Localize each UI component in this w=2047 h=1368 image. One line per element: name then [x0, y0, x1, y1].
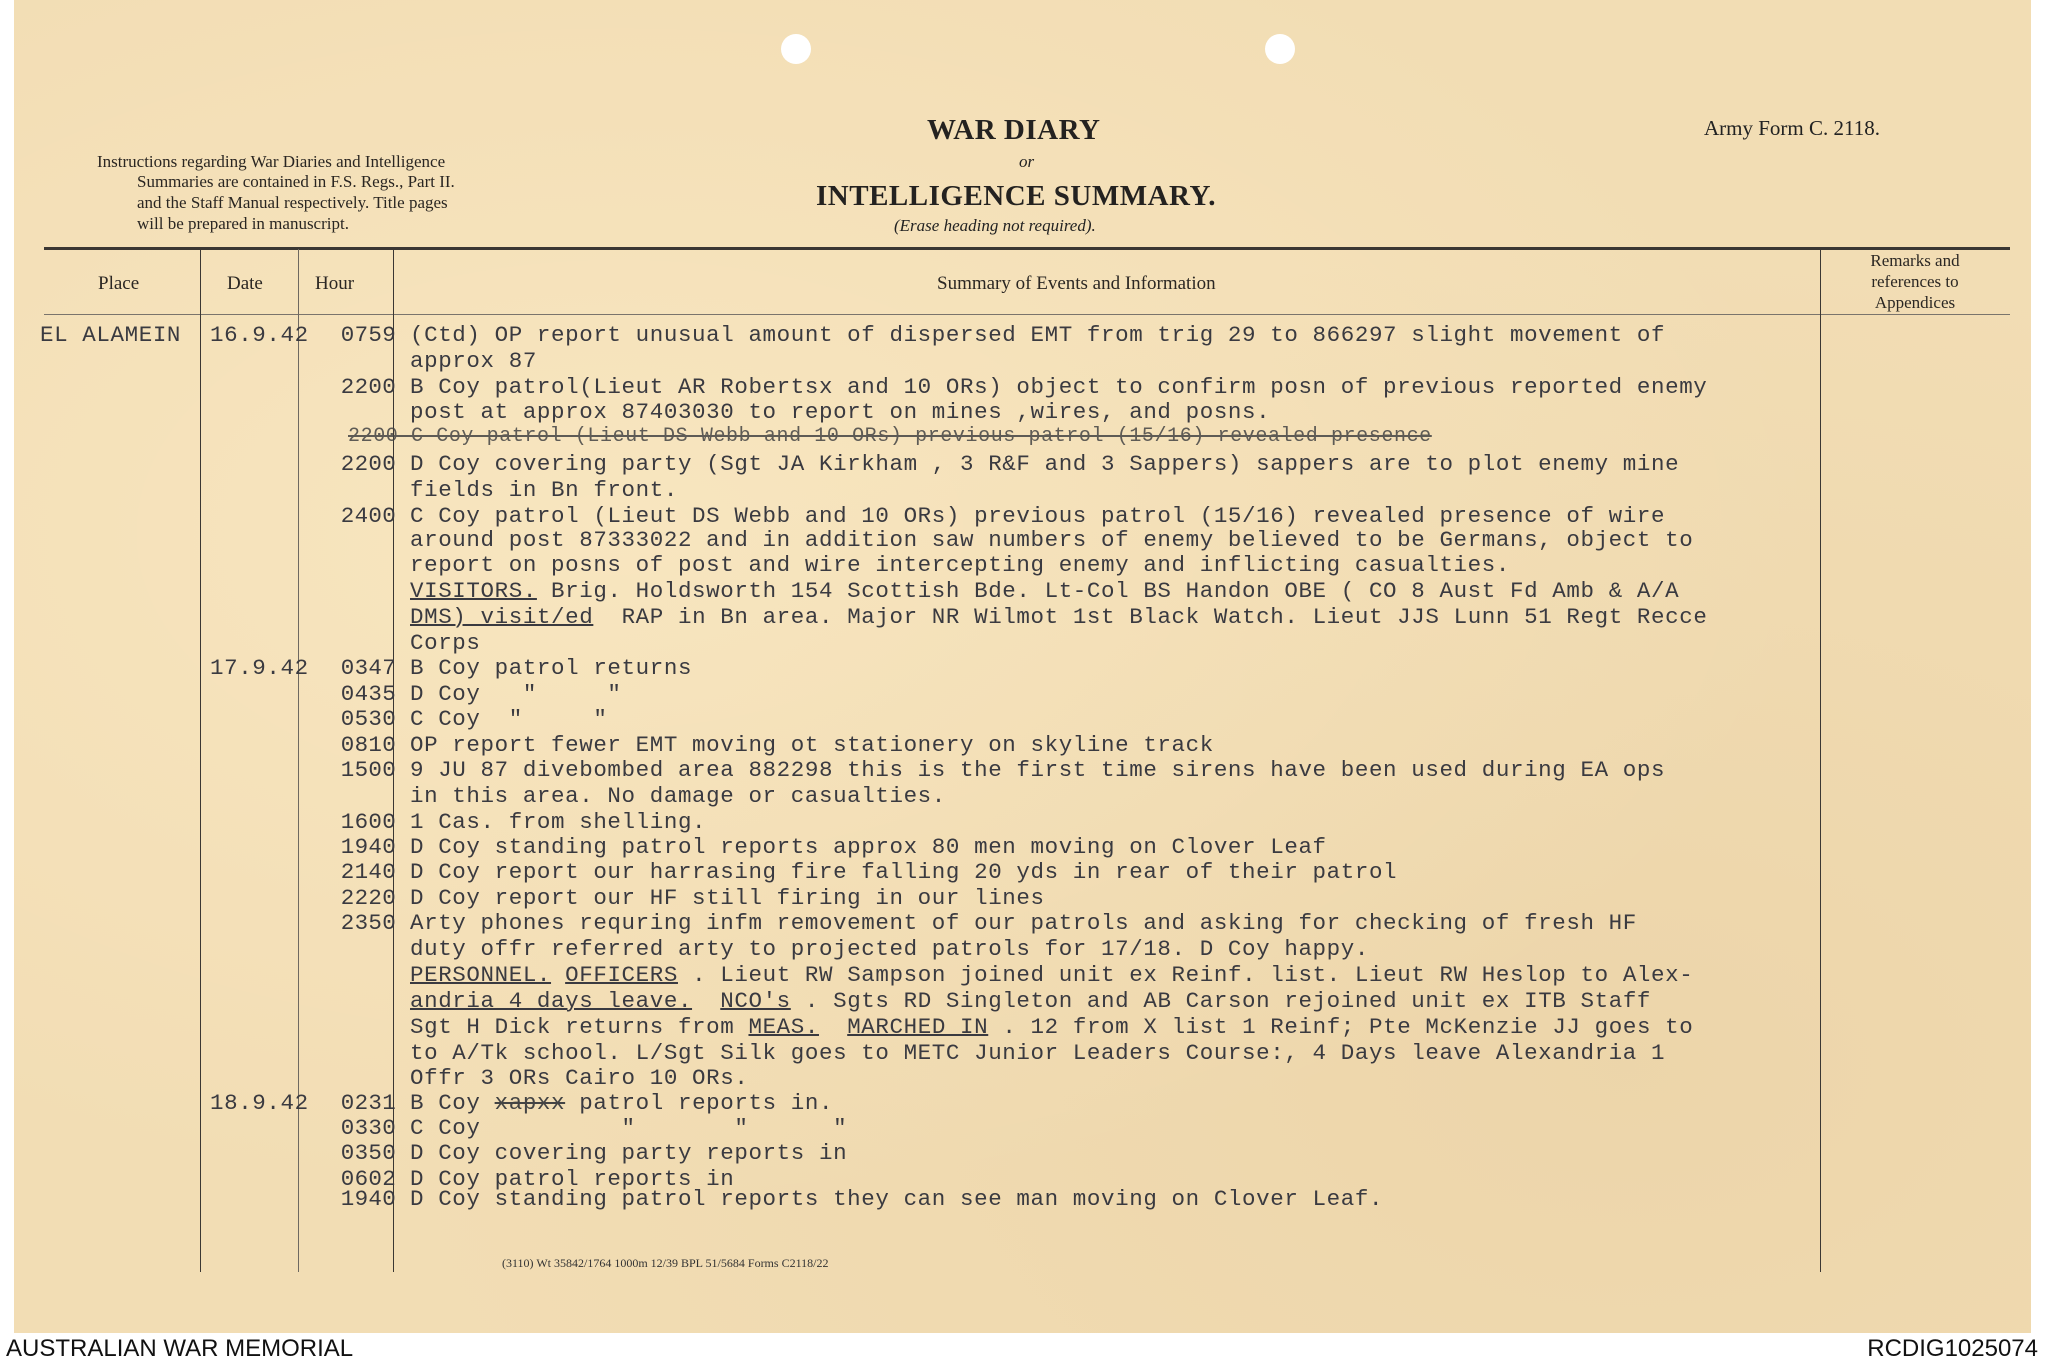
entry-line: 1 Cas. from shelling.	[410, 809, 707, 835]
form-print-code: (3110) Wt 35842/1764 1000m 12/39 BPL 51/5684 Forms C2118/22	[502, 1256, 829, 1270]
entry-line: approx 87	[410, 348, 537, 374]
hour-entry: 0759	[340, 322, 396, 348]
entry-line: . 12 from X list 1 Reinf; Pte McKenzie JJ goes to	[1002, 1014, 1694, 1040]
entry-line: . Lieut RW Sampson joined unit ex Reinf. list. Lieut RW Heslop to Alex-	[692, 962, 1694, 988]
personnel-line	[410, 1014, 1693, 1040]
hour-entry: 2200	[340, 374, 396, 400]
entry-line: Corps	[410, 630, 481, 656]
hour-entry: 2200	[340, 451, 396, 477]
hour-entry: 2220	[340, 885, 396, 911]
instructions-line: Summaries are contained in F.S. Regs., Part II.	[137, 172, 455, 191]
date-entry: 17.9.42	[210, 655, 309, 681]
place-entry: EL ALAMEIN	[40, 322, 182, 348]
instructions-line: will be prepared in manuscript.	[137, 214, 349, 233]
entry-line: D Coy report our HF still firing in our lines	[410, 885, 1045, 911]
entry-line: B Coy patrol returns	[410, 655, 693, 681]
entry-line: B Coy patrol(Lieut AR Robertsx and 10 ORs) object to confirm posn of previous reported enemy	[410, 374, 1708, 400]
footer-institution: AUSTRALIAN WAR MEMORIAL	[6, 1335, 354, 1362]
ncos-heading: NCO's	[720, 988, 791, 1014]
entry-line: RAP in Bn area. Major NR Wilmot 1st Black Watch. Lieut JJS Lunn 51 Regt Recce	[621, 604, 1708, 630]
column-divider	[1820, 249, 1821, 1272]
header-rule	[44, 247, 2010, 250]
instructions-line: and the Staff Manual respectively. Title pages	[137, 193, 448, 212]
remarks-line: Appendices	[1874, 293, 1956, 312]
entry-line: C Coy " "	[410, 706, 608, 732]
hour-entry: 2140	[340, 859, 396, 885]
entry-line: D Coy standing patrol reports approx 80 men moving on Clover Leaf	[410, 834, 1327, 860]
entry-line: D Coy " "	[410, 681, 622, 707]
remarks-line: Remarks and	[1870, 251, 1960, 270]
marched-in-heading: MARCHED IN	[847, 1014, 989, 1040]
column-header-date: Date	[227, 273, 263, 294]
entry-line: Offr 3 ORs Cairo 10 ORs.	[410, 1065, 749, 1091]
hour-entry: 0435	[340, 681, 396, 707]
entry-line: C Coy patrol (Lieut DS Webb and 10 ORs) previous patrol (15/16) revealed presence of wire	[410, 503, 1666, 529]
column-header-remarks	[1850, 250, 1980, 313]
entry-line: D Coy report our harrasing fire falling 20 yds in rear of their patrol	[410, 859, 1398, 885]
entry-line: around post 87333022 and in addition saw numbers of enemy believed to be Germans, object to	[410, 527, 1694, 553]
visitors-line	[410, 578, 1679, 604]
column-header-hour: Hour	[315, 273, 355, 294]
entry-line: C Coy " " "	[410, 1115, 848, 1141]
hour-entry: 0350	[340, 1140, 396, 1166]
entry-line: to A/Tk school. L/Sgt Silk goes to METC Junior Leaders Course:, 4 Days leave Alexandria 1	[410, 1040, 1666, 1066]
hour-entry: 0231	[340, 1090, 396, 1116]
entry-line: D Coy covering party (Sgt JA Kirkham , 3 R&F and 3 Sappers) sappers are to plot enemy mine	[410, 451, 1680, 477]
struck-out-word: xapxx	[494, 1090, 566, 1116]
entry-line: Brig. Holdsworth 154 Scottish Bde. Lt-Col BS Handon OBE ( CO 8 Aust Fd Amb & A/A	[551, 578, 1680, 604]
hour-entry: 0347	[340, 655, 396, 681]
entry-fragment: patrol reports in.	[579, 1090, 834, 1116]
personnel-heading: PERSONNEL.	[410, 962, 552, 988]
entry-line: D Coy patrol reports in	[410, 1166, 735, 1192]
entry-line: Arty phones requring infm removement of our patrols and asking for checking of fresh HF	[410, 910, 1637, 936]
personnel-line	[410, 962, 1693, 988]
hour-entry: 2400	[340, 503, 396, 529]
punch-hole	[1265, 34, 1295, 64]
page-title: WAR DIARY	[927, 114, 1101, 146]
hour-entry: 1940	[340, 1186, 396, 1212]
form-number: Army Form C. 2118.	[1704, 116, 1880, 140]
entry-line	[410, 1090, 833, 1116]
entry-line: duty offr referred arty to projected patrols for 17/18. D Coy happy.	[410, 936, 1369, 962]
personnel-line	[410, 988, 1651, 1014]
entry-line: post at approx 87403030 to report on mines ,wires, and posns.	[410, 399, 1271, 425]
column-divider	[200, 249, 201, 1272]
visitors-line	[410, 604, 1707, 630]
hour-entry: 0810	[340, 732, 396, 758]
punch-hole	[781, 34, 811, 64]
title-note: (Erase heading not required).	[894, 216, 1096, 235]
column-header-rule	[44, 314, 2010, 315]
hour-entry: 1500	[340, 757, 396, 783]
date-entry: 18.9.42	[210, 1090, 309, 1116]
footer-record-id: RCDIG1025074	[1867, 1335, 2038, 1362]
column-divider	[298, 249, 299, 1272]
meas-text: MEAS.	[748, 1014, 819, 1040]
entry-line: OP report fewer EMT moving ot stationery on skyline track	[410, 732, 1214, 758]
entry-line: Sgt H Dick returns from	[410, 1014, 735, 1040]
officers-heading: OFFICERS	[565, 962, 678, 988]
date-entry: 16.9.42	[210, 322, 309, 348]
hour-entry: 1940	[340, 834, 396, 860]
title-or: or	[1019, 152, 1035, 171]
hour-entry: 0530	[340, 706, 396, 732]
struck-out-line: 2200 C Coy patrol (Lieut DS Webb and 10 ORs) previous patrol (15/16) revealed presence	[348, 425, 1432, 448]
war-diary-page	[14, 0, 2031, 1333]
column-header-summary: Summary of Events and Information	[937, 273, 1216, 294]
entry-line: D Coy covering party reports in	[410, 1140, 848, 1166]
page-subtitle: INTELLIGENCE SUMMARY.	[816, 180, 1216, 212]
entry-line: . Sgts RD Singleton and AB Carson rejoined unit ex ITB Staff	[804, 988, 1652, 1014]
entry-line: report on posns of post and wire intercepting enemy and inflicting casualties.	[410, 552, 1510, 578]
entry-line: fields in Bn front.	[410, 477, 678, 503]
dms-text: DMS) visit/ed	[410, 604, 594, 630]
hour-entry: 1600	[340, 809, 396, 835]
visitors-heading: VISITORS.	[410, 578, 537, 604]
instructions-line: Instructions regarding War Diaries and Intelligence	[97, 152, 446, 171]
remarks-line: references to	[1871, 272, 1959, 291]
hour-entry: 2350	[340, 910, 396, 936]
entry-line: in this area. No damage or casualties.	[410, 783, 946, 809]
entry-line: 9 JU 87 divebombed area 882298 this is the first time sirens have been used during EA ops	[410, 757, 1666, 783]
hour-entry: 0602	[340, 1166, 396, 1192]
entry-line: D Coy standing patrol reports they can see man moving on Clover Leaf.	[410, 1186, 1384, 1212]
andria-text: andria 4 days leave.	[410, 988, 693, 1014]
entry-fragment: B Coy	[410, 1090, 481, 1116]
entry-line: (Ctd) OP report unusual amount of dispersed EMT from trig 29 to 866297 slight movement of	[410, 322, 1666, 348]
column-header-place: Place	[98, 273, 140, 294]
hour-entry: 0330	[340, 1115, 396, 1141]
